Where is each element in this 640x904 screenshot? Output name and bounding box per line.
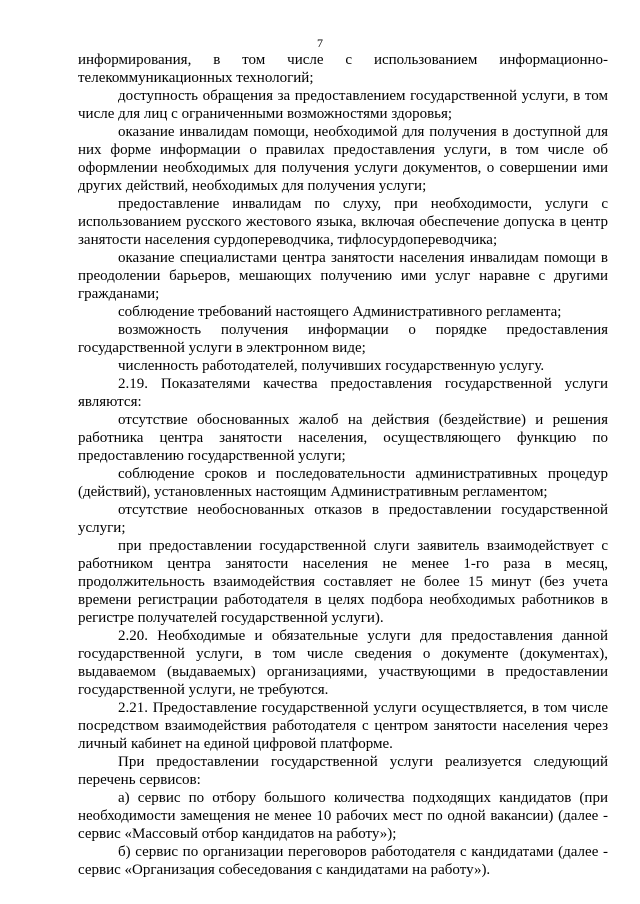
paragraph: соблюдение сроков и последовательности административных процедур (действий), установленных настоящим Административным регламентом; (78, 466, 608, 500)
section-2-21: 2.21. Предоставление государственной услуги осуществляется, в том числе посредством взаимодействия работодателя с центром занятости населения через личный кабинет на единой цифровой платформе. (78, 700, 608, 752)
paragraph: информирования, в том числе с использованием информационно-телекоммуникационных технологий; (78, 52, 608, 86)
section-heading-2-19: 2.19. Показателями качества предоставления государственной услуги являются: (78, 376, 608, 410)
paragraph: оказание специалистами центра занятости населения инвалидам помощи в преодолении барьеров, мешающих получению ими услуг наравне с другими гражданами; (78, 250, 608, 302)
paragraph: численность работодателей, получивших государственную услугу. (118, 358, 545, 374)
paragraph: отсутствие необоснованных отказов в предоставлении государственной услуги; (78, 502, 608, 536)
list-item-b: б) сервис по организации переговоров работодателя с кандидатами (далее - сервис «Организация собеседования с кандидатами на работу»). (78, 844, 608, 878)
paragraph: при предоставлении государственной слуги заявитель взаимодействует с работником центра занятости населения не менее 1-го раза в месяц, продолжительность взаимодействия составляет не более 15 минут (без учета времени регистрации работодателя в целях подбора необходимых работников в регистре получателей государственной услуги). (78, 538, 608, 626)
list-item-a: а) сервис по отбору большого количества подходящих кандидатов (при необходимости замещения не менее 10 рабочих мест по одной вакансии) (далее - сервис «Массовый отбор кандидатов на работу»); (78, 790, 608, 842)
section-2-20: 2.20. Необходимые и обязательные услуги для предоставления данной государственной услуги, в том числе сведения о документе (документах), выдаваемом (выдаваемых) организациями, участвующими в предоставлении государственной услуги, не требуются. (78, 628, 608, 698)
paragraph: При предоставлении государственной услуги реализуется следующий перечень сервисов: (78, 754, 608, 788)
paragraph: доступность обращения за предоставлением государственной услуги, в том числе для лиц с ограниченными возможностями здоровья; (78, 88, 608, 122)
paragraph: оказание инвалидам помощи, необходимой для получения в доступной для них форме информации о правилах предоставления услуги, в том числе об оформлении необходимых для получения услуги документов, о совершении ими других действий, необходимых для получения услуги; (78, 124, 608, 194)
document-body (78, 51, 608, 879)
paragraph: отсутствие обоснованных жалоб на действия (бездействие) и решения работника центра занятости населения, осуществляющего функцию по предоставлению государственной услуги; (78, 412, 608, 464)
paragraph: предоставление инвалидам по слуху, при необходимости, услуги с использованием русского жестового языка, включая обеспечение допуска в центр занятости населения сурдопереводчика, тифлосурдопереводчика; (78, 196, 608, 248)
page-number: 7 (317, 36, 323, 50)
paragraph: соблюдение требований настоящего Административного регламента; (118, 304, 562, 320)
paragraph: возможность получения информации о порядке предоставления государственной услуги в электронном виде; (78, 322, 608, 356)
